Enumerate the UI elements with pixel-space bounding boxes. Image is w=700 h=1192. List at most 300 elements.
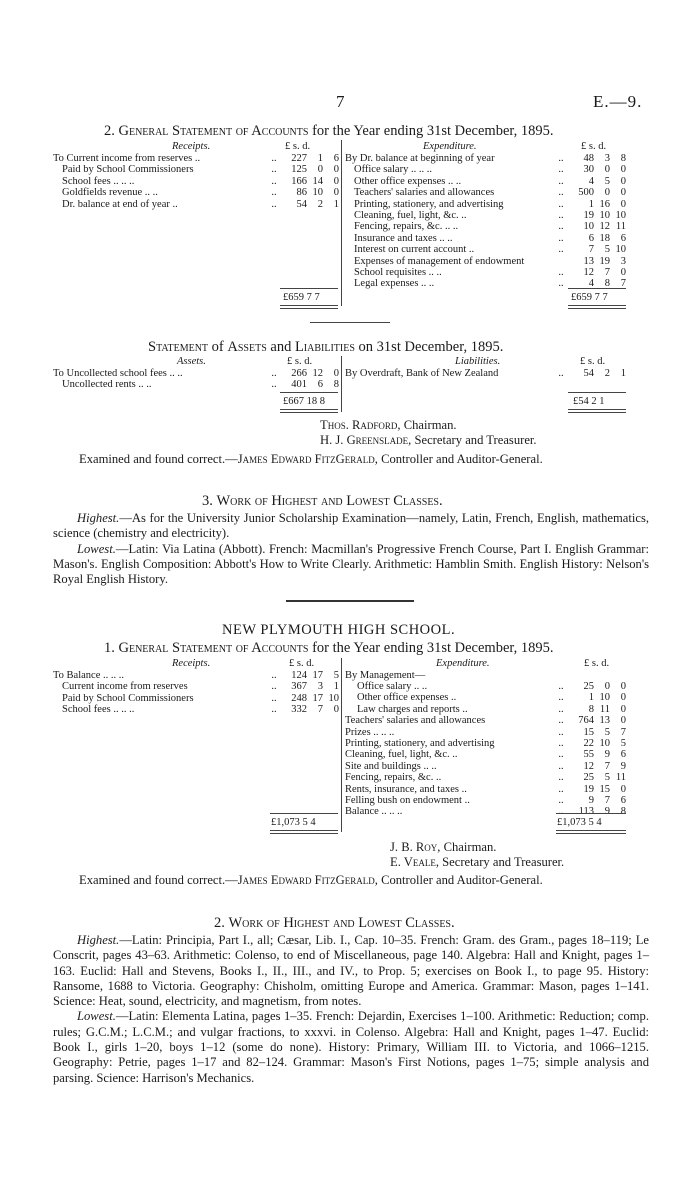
row-pence: 0 bbox=[620, 164, 626, 176]
row-pounds: 25 bbox=[583, 772, 594, 784]
column-divider bbox=[341, 658, 342, 832]
row-pounds: 86 bbox=[296, 187, 307, 199]
row-shillings: 10 bbox=[599, 738, 610, 750]
auditor-name: James Edward FitzGerald, bbox=[237, 452, 378, 466]
school-title: NEW PLYMOUTH HIGH SCHOOL. bbox=[222, 622, 456, 638]
row-pounds: 6 bbox=[588, 232, 594, 244]
row-pence: 1 bbox=[333, 681, 339, 693]
row-pence: 6 bbox=[620, 795, 626, 807]
row-pence: 8 bbox=[620, 806, 626, 818]
row-pence: 0 bbox=[620, 198, 626, 210]
row-shillings: 12 bbox=[312, 368, 323, 379]
account-row bbox=[53, 187, 339, 198]
section-5-body bbox=[53, 933, 649, 1086]
row-leader: .. bbox=[271, 692, 277, 704]
row-pence: 10 bbox=[328, 692, 339, 704]
row-label: Balance .. .. .. bbox=[345, 806, 403, 818]
row-pence: 0 bbox=[620, 175, 626, 187]
auditor-title: Controller and Auditor-General. bbox=[381, 873, 543, 887]
signatory-name: H. J. Greenslade, bbox=[320, 433, 412, 447]
row-leader: .. bbox=[558, 749, 564, 761]
row-leader: .. bbox=[271, 153, 277, 164]
row-shillings: 0 bbox=[604, 164, 610, 176]
row-shillings: 2 bbox=[604, 368, 610, 379]
row-pounds: 1 bbox=[588, 198, 594, 210]
account-row bbox=[345, 749, 626, 760]
account-row bbox=[345, 267, 626, 278]
account-row bbox=[345, 772, 626, 783]
row-pence: 6 bbox=[620, 232, 626, 244]
row-shillings: 18 bbox=[599, 232, 610, 244]
lowest-label: Lowest. bbox=[77, 541, 116, 556]
row-pence: 9 bbox=[620, 760, 626, 772]
signatory-name: E. Veale, bbox=[390, 855, 439, 869]
row-shillings: 10 bbox=[599, 692, 610, 704]
row-pence: 0 bbox=[333, 187, 339, 199]
signatory-role: Chairman. bbox=[443, 840, 497, 854]
row-shillings: 0 bbox=[317, 164, 323, 176]
account-row bbox=[345, 692, 626, 703]
signature-chairman bbox=[390, 840, 496, 855]
row-pence: 6 bbox=[333, 153, 339, 164]
row-pounds: 7 bbox=[588, 244, 594, 256]
row-leader: .. bbox=[558, 368, 564, 379]
row-label: To Balance .. .. .. bbox=[53, 670, 124, 681]
section-3-title bbox=[202, 493, 443, 510]
row-label: Fencing, repairs, &c. .. bbox=[345, 772, 442, 784]
row-shillings: 0 bbox=[604, 187, 610, 199]
rule bbox=[568, 288, 626, 289]
liabilities-money-heading: £ s. d. bbox=[580, 356, 606, 367]
section-4-title bbox=[104, 640, 554, 657]
row-leader: .. bbox=[558, 278, 564, 290]
row-pounds: 22 bbox=[583, 738, 594, 750]
row-shillings: 7 bbox=[604, 267, 610, 279]
title-smallcaps: General Statement of Accounts bbox=[118, 640, 309, 656]
row-leader: .. bbox=[558, 783, 564, 795]
row-leader bbox=[550, 256, 572, 267]
title-word: of bbox=[211, 339, 224, 355]
section-1-title bbox=[104, 123, 554, 140]
expenditure-total: £1,073 5 4 bbox=[557, 817, 602, 828]
receipts-money-heading: £ s. d. bbox=[285, 141, 311, 152]
row-pence: 0 bbox=[620, 267, 626, 279]
rule bbox=[280, 288, 338, 289]
row-label: Printing, stationery, and advertising bbox=[345, 738, 495, 750]
account-row bbox=[53, 176, 339, 187]
title-prefix: 2. bbox=[104, 123, 115, 139]
row-label: Goldfields revenue .. .. bbox=[62, 187, 158, 199]
assets-money-heading: £ s. d. bbox=[287, 356, 313, 367]
row-label: Prizes .. .. .. bbox=[345, 726, 395, 738]
row-leader: .. bbox=[558, 232, 564, 244]
row-label: Rents, insurance, and taxes .. bbox=[345, 783, 467, 795]
signatory-role: Chairman. bbox=[403, 418, 457, 432]
account-row bbox=[345, 795, 626, 806]
highest-text: —As for the University Junior Scholarship Examination—namely, Latin, French, English, mathematics, science (chemistry and electricity). bbox=[53, 511, 649, 541]
row-pounds: 8 bbox=[588, 703, 594, 715]
row-label: Other office expenses .. .. bbox=[354, 175, 462, 187]
row-shillings: 8 bbox=[604, 278, 610, 290]
assets-heading: Assets. bbox=[177, 356, 206, 367]
row-pounds: 1 bbox=[588, 692, 594, 704]
row-shillings: 11 bbox=[599, 703, 610, 715]
row-leader: .. bbox=[558, 221, 564, 233]
title-prefix: 1. bbox=[104, 640, 115, 656]
title-prefix: 3. bbox=[202, 493, 213, 509]
row-leader: .. bbox=[271, 187, 277, 199]
row-pounds: 248 bbox=[291, 692, 307, 704]
row-pounds: 500 bbox=[578, 187, 594, 199]
row-pounds: 12 bbox=[583, 760, 594, 772]
account-row bbox=[53, 368, 339, 379]
row-pence: 0 bbox=[333, 164, 339, 176]
signatory-role: Secretary and Treasurer. bbox=[414, 433, 537, 447]
highest-text: —Latin: Principia, Part I., all; Cæsar, Lib. I., Cap. 10–35. French: Gram. des Gram., pages 18–119; Le Conscrit, pages 43–63. Arithmetic: Colenso, to end of Miscellaneous, page 140. Algebra: Hall and Knight, pages 1–163. Euclid: Hall and Stevens, Books I., II., III., and IV., to Prop. 5; exercises on Book I., to page 95. History: Ransome, 1688 to Victoria. Geography: Chisholm, omitting Europe and America. Grammar: Mason, pages 1–141. Science: Heat, sound, electricity, and magnetism, from notes. bbox=[53, 933, 649, 1009]
double-rule bbox=[280, 305, 338, 309]
row-shillings: 0 bbox=[604, 681, 610, 692]
signatory-name: Thos. Radford, bbox=[320, 418, 401, 432]
account-row bbox=[345, 727, 626, 738]
liabilities-heading: Liabilities. bbox=[455, 356, 501, 367]
auditor-title: Controller and Auditor-General. bbox=[381, 452, 543, 466]
row-label: Dr. balance at end of year .. bbox=[62, 198, 178, 210]
title-smallcaps: General Statement of Accounts bbox=[118, 123, 309, 139]
assets-table bbox=[53, 368, 339, 391]
row-label: School fees .. .. .. bbox=[62, 175, 135, 187]
account-row bbox=[345, 199, 626, 210]
row-pounds: 4 bbox=[588, 278, 594, 290]
row-pounds: 9 bbox=[588, 795, 594, 807]
lowest-text: —Latin: Elementa Latina, pages 1–35. French: Dejardin, Exercises 1–100. Arithmetic: Reduction; comp. rules; G.C.M.; L.C.M.; and vulgar fractions, to xxxvi. in Colenso. Algebra: Hall and Knight, pages 1–47. Euclid: Book I., girls 1–20, boys 1–12 (some do none). History: Primary, William III. to Victoria, and 1066–1215. Geography: Petrie, pages 1–17 and 82–124. Grammar: Mason's First Notions, pages 1–75; simple analysis and parsing. Science: Harrison's Mechanics. bbox=[53, 1009, 649, 1085]
row-shillings: 5 bbox=[604, 175, 610, 187]
row-pence: 11 bbox=[615, 772, 626, 784]
row-leader: .. bbox=[558, 244, 564, 256]
row-pence: 0 bbox=[620, 187, 626, 199]
account-row bbox=[345, 210, 626, 221]
row-pounds: 12 bbox=[583, 267, 594, 279]
account-row bbox=[345, 164, 626, 175]
liabilities-total: £54 2 1 bbox=[573, 396, 605, 407]
account-row bbox=[53, 704, 339, 715]
double-rule bbox=[280, 409, 338, 413]
expenditure-table bbox=[345, 153, 626, 290]
row-pounds: 332 bbox=[291, 704, 307, 716]
row-pounds: 54 bbox=[296, 198, 307, 210]
receipts-table bbox=[53, 670, 339, 716]
row-shillings: 14 bbox=[312, 175, 323, 187]
account-row bbox=[345, 233, 626, 244]
receipts-table bbox=[53, 153, 339, 210]
account-row bbox=[53, 681, 339, 692]
row-label: School requisites .. .. bbox=[354, 267, 442, 279]
row-pence: 10 bbox=[615, 210, 626, 222]
row-label: Felling bush on endowment .. bbox=[345, 795, 470, 807]
row-leader: .. bbox=[271, 164, 277, 176]
row-pounds: 113 bbox=[578, 806, 594, 818]
receipts-total: £1,073 5 4 bbox=[271, 817, 316, 828]
row-pounds: 48 bbox=[583, 153, 594, 164]
receipts-heading: Receipts. bbox=[172, 141, 211, 152]
row-pence: 7 bbox=[620, 278, 626, 290]
row-leader: .. bbox=[558, 164, 564, 176]
account-row bbox=[53, 379, 339, 390]
row-pounds: 764 bbox=[578, 715, 594, 727]
account-row bbox=[345, 715, 626, 726]
account-row bbox=[53, 199, 339, 210]
row-pence: 7 bbox=[620, 726, 626, 738]
row-pence: 0 bbox=[333, 704, 339, 716]
row-shillings: 7 bbox=[604, 760, 610, 772]
row-pence: 8 bbox=[333, 379, 339, 391]
expenditure-group-label: By Management— bbox=[345, 670, 426, 681]
row-label: Interest on current account .. bbox=[354, 244, 475, 256]
row-shillings: 12 bbox=[599, 221, 610, 233]
row-pounds: 15 bbox=[583, 726, 594, 738]
row-pounds: 401 bbox=[291, 379, 307, 391]
double-rule bbox=[568, 409, 626, 413]
row-leader: .. bbox=[558, 198, 564, 210]
row-label: Expenses of management of endowment bbox=[354, 255, 525, 267]
row-label: Teachers' salaries and allowances bbox=[354, 187, 495, 199]
row-label: Other office expenses .. bbox=[357, 692, 457, 704]
highest-label: Highest. bbox=[77, 933, 120, 947]
row-label: Fencing, repairs, &c. .. .. bbox=[354, 221, 459, 233]
row-leader: .. bbox=[558, 760, 564, 772]
row-pence: 0 bbox=[620, 715, 626, 727]
row-pounds: 367 bbox=[291, 681, 307, 693]
row-label: By Overdraft, Bank of New Zealand bbox=[345, 368, 499, 379]
rule bbox=[568, 392, 626, 393]
title-word: on 31st December, 1895. bbox=[358, 339, 504, 355]
row-shillings: 5 bbox=[604, 244, 610, 256]
section-2-title bbox=[148, 339, 503, 356]
row-pounds: 54 bbox=[583, 368, 594, 379]
title-word: Liabilities bbox=[294, 339, 355, 355]
row-leader: .. bbox=[558, 715, 564, 727]
account-row bbox=[345, 244, 626, 255]
row-shillings: 6 bbox=[317, 379, 323, 391]
row-label: Office salary .. .. .. bbox=[354, 164, 432, 176]
row-shillings: 9 bbox=[604, 749, 610, 761]
row-leader: .. bbox=[271, 670, 277, 681]
title-word: and bbox=[270, 339, 292, 355]
row-pounds: 266 bbox=[291, 368, 307, 379]
row-shillings: 3 bbox=[604, 153, 610, 164]
title-prefix: 2. bbox=[214, 915, 225, 931]
account-row bbox=[345, 704, 626, 715]
row-pounds: 30 bbox=[583, 164, 594, 176]
row-label: To Uncollected school fees .. .. bbox=[53, 368, 183, 379]
section-divider bbox=[286, 600, 414, 603]
auditor-statement bbox=[79, 452, 543, 467]
account-row bbox=[345, 187, 626, 198]
row-pence: 0 bbox=[333, 368, 339, 379]
row-leader: .. bbox=[271, 704, 277, 716]
row-leader: .. bbox=[271, 368, 277, 379]
account-row bbox=[345, 681, 626, 692]
row-label: School fees .. .. .. bbox=[62, 704, 135, 716]
highest-label: Highest. bbox=[77, 511, 120, 525]
row-label: Cleaning, fuel, light, &c. .. bbox=[354, 210, 467, 222]
title-word: Statement bbox=[148, 339, 209, 355]
row-shillings: 17 bbox=[312, 692, 323, 704]
row-shillings: 7 bbox=[317, 704, 323, 716]
signatory-role: Secretary and Treasurer. bbox=[442, 855, 565, 869]
account-row bbox=[345, 738, 626, 749]
row-pence: 0 bbox=[620, 681, 626, 692]
account-row bbox=[345, 256, 626, 267]
row-shillings: 7 bbox=[604, 795, 610, 807]
double-rule bbox=[270, 830, 338, 834]
account-row bbox=[345, 784, 626, 795]
row-shillings: 15 bbox=[599, 783, 610, 795]
row-leader: .. bbox=[558, 703, 564, 715]
row-leader: .. bbox=[271, 198, 277, 210]
document-code: E.—9. bbox=[593, 92, 643, 111]
row-leader: .. bbox=[271, 175, 277, 187]
row-shillings: 17 bbox=[312, 670, 323, 681]
row-label: Insurance and taxes .. .. bbox=[354, 232, 453, 244]
row-pence: 0 bbox=[620, 783, 626, 795]
row-pounds: 124 bbox=[291, 670, 307, 681]
row-leader: .. bbox=[558, 772, 564, 784]
row-shillings: 3 bbox=[317, 681, 323, 693]
row-pounds: 125 bbox=[291, 164, 307, 176]
row-label: Uncollected rents .. .. bbox=[62, 379, 152, 391]
row-shillings: 2 bbox=[317, 198, 323, 210]
double-rule bbox=[556, 830, 626, 834]
row-pence: 0 bbox=[333, 175, 339, 187]
row-pence: 5 bbox=[333, 670, 339, 681]
row-shillings: 16 bbox=[599, 198, 610, 210]
row-label: Site and buildings .. .. bbox=[345, 760, 437, 772]
signatory-name: J. B. Roy, bbox=[390, 840, 441, 854]
signature-chairman bbox=[320, 418, 457, 433]
row-label: To Current income from reserves .. bbox=[53, 153, 201, 164]
row-pence: 10 bbox=[615, 244, 626, 256]
column-divider bbox=[341, 140, 342, 306]
expenditure-table bbox=[345, 681, 626, 818]
auditor-name: James Edward FitzGerald, bbox=[237, 873, 378, 887]
row-label: Printing, stationery, and advertising bbox=[354, 198, 504, 210]
account-row bbox=[345, 761, 626, 772]
row-pence: 8 bbox=[620, 153, 626, 164]
row-leader: .. bbox=[558, 267, 564, 279]
account-row bbox=[53, 670, 339, 681]
row-label: Paid by School Commissioners bbox=[62, 164, 194, 176]
row-pence: 0 bbox=[620, 703, 626, 715]
account-row bbox=[345, 221, 626, 232]
column-divider bbox=[341, 356, 342, 412]
row-label: Teachers' salaries and allowances bbox=[345, 715, 486, 727]
signature-secretary bbox=[390, 855, 564, 870]
row-leader: .. bbox=[271, 379, 277, 391]
account-row bbox=[345, 153, 626, 164]
row-pence: 0 bbox=[620, 692, 626, 704]
account-row bbox=[53, 153, 339, 164]
row-pounds: 227 bbox=[291, 153, 307, 164]
liabilities-table bbox=[345, 368, 626, 379]
account-row bbox=[345, 176, 626, 187]
row-shillings: 1 bbox=[317, 153, 323, 164]
row-leader: .. bbox=[558, 726, 564, 738]
receipts-heading: Receipts. bbox=[172, 658, 211, 669]
rule bbox=[270, 813, 338, 814]
page-number: 7 bbox=[336, 92, 345, 111]
row-leader: .. bbox=[558, 153, 564, 164]
row-label: Paid by School Commissioners bbox=[62, 692, 194, 704]
row-shillings: 10 bbox=[312, 187, 323, 199]
row-pounds: 13 bbox=[583, 255, 594, 267]
title-word: Assets bbox=[227, 339, 267, 355]
assets-total: £667 18 8 bbox=[283, 396, 325, 407]
receipts-money-heading: £ s. d. bbox=[289, 658, 315, 669]
row-label: By Dr. balance at beginning of year bbox=[345, 153, 495, 164]
row-pounds: 4 bbox=[588, 175, 594, 187]
lowest-label: Lowest. bbox=[77, 1009, 116, 1024]
title-rest: for the Year ending 31st December, 1895. bbox=[312, 640, 554, 656]
row-pounds: 19 bbox=[583, 210, 594, 222]
row-pence: 1 bbox=[333, 198, 339, 210]
row-leader: .. bbox=[558, 210, 564, 222]
double-rule bbox=[568, 305, 626, 309]
expenditure-heading: Expenditure. bbox=[436, 658, 490, 669]
expenditure-heading: Expenditure. bbox=[423, 141, 477, 152]
section-5-title bbox=[214, 915, 455, 932]
row-leader: .. bbox=[271, 681, 277, 693]
section-3-body bbox=[53, 511, 649, 587]
row-leader: .. bbox=[558, 187, 564, 199]
row-leader: .. bbox=[558, 175, 564, 187]
row-leader: .. bbox=[558, 681, 564, 692]
row-shillings: 9 bbox=[604, 806, 610, 818]
row-shillings: 5 bbox=[604, 726, 610, 738]
account-row bbox=[345, 368, 626, 379]
signature-secretary bbox=[320, 433, 537, 448]
row-label: Office salary .. .. bbox=[357, 681, 428, 692]
row-pounds: 55 bbox=[583, 749, 594, 761]
row-pence: 1 bbox=[620, 368, 626, 379]
lowest-text: —Latin: Via Latina (Abbott). French: Macmillan's Progressive French Course, Part I. English Grammar: Mason's. English Composition: Abbott's How to Write Clearly. Arithmetic: Hamblin Smith. English History: Nelson's Royal English History. bbox=[53, 541, 649, 587]
row-label: Current income from reserves bbox=[62, 681, 188, 693]
row-leader: .. bbox=[558, 806, 564, 818]
row-pounds: 25 bbox=[583, 681, 594, 692]
rule bbox=[280, 392, 338, 393]
row-shillings: 13 bbox=[599, 715, 610, 727]
row-shillings: 10 bbox=[599, 210, 610, 222]
row-label: Legal expenses .. .. bbox=[354, 278, 435, 290]
section-divider bbox=[310, 322, 390, 323]
expenditure-total: £659 7 7 bbox=[571, 292, 608, 303]
rule bbox=[556, 813, 626, 814]
receipts-total: £659 7 7 bbox=[283, 292, 320, 303]
row-shillings: 19 bbox=[599, 255, 610, 267]
row-leader: .. bbox=[558, 692, 564, 704]
row-pounds: 19 bbox=[583, 783, 594, 795]
title-smallcaps: Work of Highest and Lowest Classes. bbox=[216, 493, 443, 509]
statement-text: Examined and found correct.— bbox=[79, 452, 238, 466]
title-smallcaps: Work of Highest and Lowest Classes. bbox=[228, 915, 455, 931]
statement-text: Examined and found correct.— bbox=[79, 873, 238, 887]
title-rest: for the Year ending 31st December, 1895. bbox=[312, 123, 554, 139]
row-shillings: 5 bbox=[604, 772, 610, 784]
row-leader: .. bbox=[558, 795, 564, 807]
row-pounds: 10 bbox=[583, 221, 594, 233]
row-label: Cleaning, fuel, light, &c. .. bbox=[345, 749, 458, 761]
row-pounds: 166 bbox=[291, 175, 307, 187]
expenditure-money-heading: £ s. d. bbox=[584, 658, 610, 669]
